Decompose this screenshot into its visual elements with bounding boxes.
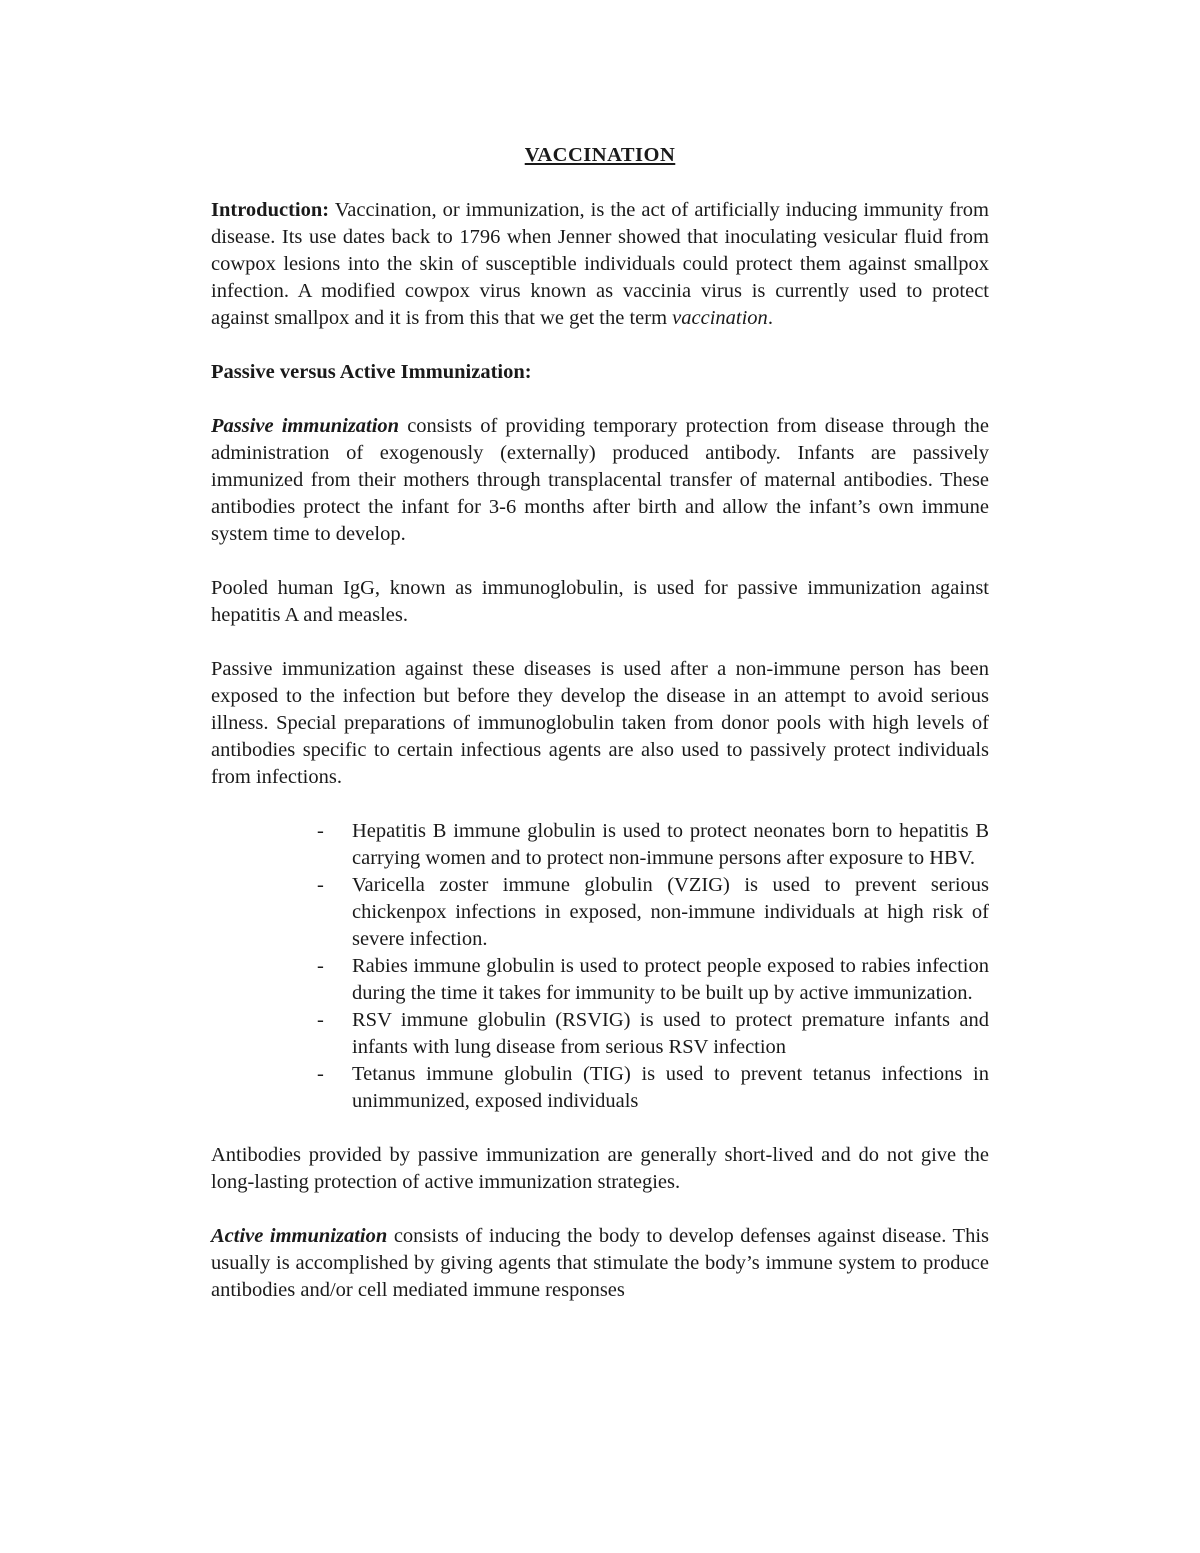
passive-paragraph [211, 413, 989, 548]
exposure-paragraph: Passive immunization against these diseases is used after a non-immune person has been exposed to the infection but before they develop the disease in an attempt to avoid serious illness. Special preparations of immunoglobulin taken from donor pools with high levels of antibodies specific to certain infectious agents are also used to passively protect individuals from infections. [211, 658, 989, 788]
list-dash: - [317, 1009, 324, 1031]
list-dash: - [317, 820, 324, 842]
list-item [317, 1061, 989, 1115]
globulin-list [211, 818, 989, 1115]
intro-paragraph [211, 197, 989, 332]
active-paragraph [211, 1223, 989, 1304]
intro-label: Introduction: [211, 199, 330, 221]
intro-text: Vaccination, or immunization, is the act of artificially inducing immunity from disease. Its use dates back to 1796 when Jenner showed that inoculating vesicular fluid from cowpox lesions into the skin of susceptible individuals could protect them against smallpox infection. A modified cowpox virus known as vaccinia virus is currently used to protect against smallpox and it is from this that we get the term [211, 199, 989, 329]
list-dash: - [317, 955, 324, 977]
list-item-text: Hepatitis B immune globulin is used to protect neonates born to hepatitis B carrying women and to protect non-immune persons after exposure to HBV. [352, 820, 989, 869]
passive-text: consists of providing temporary protection from disease through the administration of exogenously (externally) produced antibody. Infants are passively immunized from their mothers through transplacental transfer of maternal antibodies. These antibodies protect the infant for 3-6 months after birth and allow the infant’s own immune system time to develop. [211, 415, 989, 545]
active-term: Active immunization [211, 1225, 388, 1247]
active-text: consists of inducing the body to develop defenses against disease. This usually is accomplished by giving agents that stimulate the body’s immune system to produce antibodies and/or cell mediated immune responses [211, 1225, 990, 1301]
list-dash: - [317, 1063, 324, 1085]
document-title: VACCINATION [524, 144, 676, 166]
list-item-text: RSV immune globulin (RSVIG) is used to protect premature infants and infants with lung disease from serious RSV infection [352, 1009, 989, 1058]
list-item [317, 818, 989, 872]
short-lived-paragraph: Antibodies provided by passive immunization are generally short-lived and do not give the long-lasting protection of active immunization strategies. [211, 1144, 989, 1193]
section-heading: Passive versus Active Immunization: [211, 361, 532, 383]
list-item-text: Varicella zoster immune globulin (VZIG) is used to prevent serious chickenpox infections in exposed, non-immune individuals at high risk of severe infection. [352, 874, 989, 950]
passive-term: Passive immunization [211, 415, 400, 437]
list-item [317, 872, 989, 953]
list-item-text: Tetanus immune globulin (TIG) is used to prevent tetanus infections in unimmunized, exposed individuals [352, 1063, 989, 1112]
list-item-text: Rabies immune globulin is used to protect people exposed to rabies infection during the time it takes for immunity to be built up by active immunization. [352, 955, 989, 1004]
list-item [317, 1007, 989, 1061]
intro-italic-term: vaccination [672, 307, 768, 329]
list-item [317, 953, 989, 1007]
pooled-paragraph: Pooled human IgG, known as immunoglobulin, is used for passive immunization against hepatitis A and measles. [211, 577, 989, 626]
intro-text-end: . [767, 307, 773, 329]
list-dash: - [317, 874, 324, 896]
document-page [211, 140, 989, 1304]
